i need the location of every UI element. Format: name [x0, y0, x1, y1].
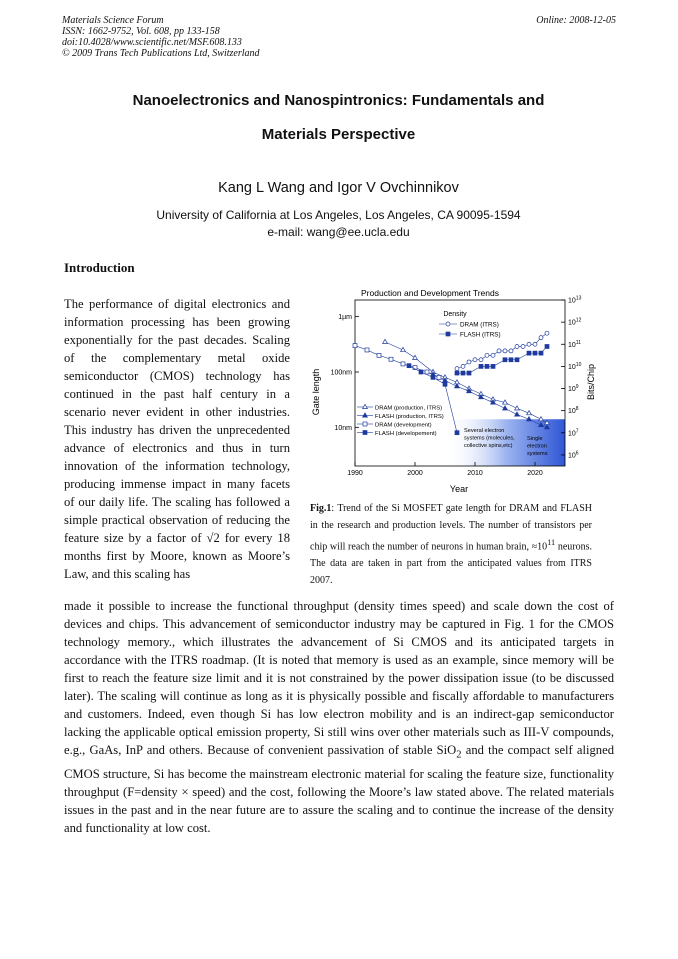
para2-subscript: 2: [456, 749, 462, 761]
online-date: Online: 2008-12-05: [536, 15, 616, 26]
data-point: [425, 370, 429, 374]
caption-text-a: : Trend of the Si MOSFET gate length for DRAM and FLASH in the research and production levels. The number of transistors per chip will reach the number of neurons in human brain,: [310, 503, 592, 553]
data-point: [419, 370, 423, 374]
data-point: [363, 422, 367, 426]
data-point: [515, 358, 519, 362]
plot-area: [331, 296, 582, 478]
y-left-label: Gate length: [311, 368, 321, 416]
sqrt2-symbol: √2: [206, 531, 220, 545]
annotation-text: systems: [527, 451, 548, 457]
data-point: [509, 349, 513, 353]
annotation-text: collective spins,etc): [464, 443, 513, 449]
data-point: [479, 358, 483, 362]
data-point: [437, 375, 441, 379]
y-left-tick-label: 10nm: [334, 424, 352, 432]
data-point: [479, 364, 483, 368]
affiliation: University of California at Los Angeles, Los Angeles, CA 90095-1594: [156, 208, 521, 222]
journal-copyright: © 2009 Trans Tech Publications Ltd, Switzerland: [62, 48, 260, 59]
series-line: [457, 346, 547, 373]
data-point: [443, 382, 447, 386]
data-point: [383, 339, 388, 343]
y-right-tick-label: $10^6$: [568, 450, 579, 460]
data-point: [539, 417, 544, 421]
data-point: [461, 371, 465, 375]
data-point: [455, 367, 459, 371]
y-right-tick-label: $10^{13}$: [568, 295, 582, 305]
legend-label: DRAM (ITRS): [460, 321, 499, 329]
data-point: [515, 344, 519, 348]
data-point: [365, 348, 369, 352]
data-point: [407, 364, 411, 368]
caption-exponent: 11: [547, 538, 556, 547]
y-right-tick-label: $10^{11}$: [568, 339, 581, 349]
density-legend-title: Density: [443, 311, 467, 318]
legend-label: FLASH (developement): [375, 430, 437, 437]
legend-label: DRAM (development): [375, 422, 432, 429]
x-axis-label: Year: [449, 484, 469, 494]
data-point: [473, 358, 477, 362]
figure-1-chart: [305, 282, 605, 500]
caption-label: Fig.1: [310, 503, 332, 514]
data-point: [446, 322, 450, 326]
paragraph-1: [64, 295, 290, 583]
data-point: [521, 344, 525, 348]
caption-text-b: neurons. The data are taken in part from the anticipated values from ITRS 2007.: [310, 541, 593, 587]
y-right-tick-label: $10^8$: [568, 406, 579, 416]
journal-doi: doi:10.4028/www.scientific.net/MSF.608.133: [62, 37, 242, 48]
para1-text-a: The performance of digital electronics and information processing has been growing exponentially for the past decades. Scaling of the complementary metal oxide semiconductor (CMOS) technology has continued in the past half century in a scenario never evident in other industries. This industry has driven the unprecedented advance of electronics and thus in turn innovation of the information technology, producing immense impact in many facets of our daily life. The scaling has followed a simple practical observation of reducing the feature size by a factor of: [64, 297, 290, 545]
section-heading: Introduction: [64, 260, 135, 275]
annotation-text: Several electron: [464, 428, 505, 434]
data-point: [353, 344, 357, 348]
data-point: [485, 353, 489, 357]
annotation-text: Single: [527, 436, 543, 442]
y-right-tick-label: $10^7$: [568, 428, 579, 438]
data-point: [533, 342, 537, 346]
para2-text-b: and the compact self aligned CMOS structure, Si has become the mainstream electronic material for scaling the feature size, functionality throughput (F=density × speed) and the cost, following the Moore’s law stated above. The related materials issues in the past and in the near future are to assure the scaling and to continue the increase of the density and functionality at low cost.: [64, 743, 614, 835]
legend-label: DRAM (production, ITRS): [375, 405, 443, 412]
legend-label: FLASH (ITRS): [460, 331, 501, 339]
legend-label: FLASH (production, ITRS): [375, 413, 444, 420]
caption-approx: ≈10: [531, 541, 548, 553]
journal-header: [62, 15, 260, 59]
data-point: [509, 358, 513, 362]
data-point: [446, 332, 450, 336]
y-right-tick-label: $10^{12}$: [568, 317, 582, 327]
para2-text-a: made it possible to increase the functional throughput (density times speed) and scale down the cost of devices and chips. This advancement of semiconductor industry may be captured in Fig. 1 for the CMOS technology memory., which illustrates the advancement of Si CMOS and its anticipated targets in accordance with the ITRS roadmap. (It is noted that memory is used as an example, since memory will be first to reach the feature size limit and it is not constrained by the power dissipation issue (to be discussed later). The scaling will continue as long as it is physically possible and fiscally affordable to manufacturers and customers. Indeed, even though Si has low electron mobility and is an indirect-gap semiconductor lacking the applicable optical emission property, Si still wins over other materials such as III-V compounds, e.g., GaAs, InP and others. Because of convenient passivation of stable SiO: [64, 599, 614, 757]
data-point: [527, 342, 531, 346]
data-point: [539, 351, 543, 355]
journal-name: Materials Science Forum: [62, 15, 164, 26]
data-point: [491, 353, 495, 357]
data-point: [363, 404, 368, 408]
data-point: [431, 375, 435, 379]
para1-text-b: for every 18 months first by Moore, known as Moore’s Law, and this scaling has: [64, 531, 290, 581]
annotation-text: electron: [527, 443, 547, 450]
data-point: [461, 364, 465, 368]
data-point: [413, 355, 418, 359]
data-point: [491, 364, 495, 368]
y-right-tick-label: $10^9$: [568, 384, 579, 394]
data-point: [503, 349, 507, 353]
paper-title-line2: Materials Perspective: [261, 126, 416, 143]
y-left-tick-label: 100nm: [330, 369, 352, 377]
data-point: [467, 371, 471, 375]
paragraph-2: [64, 597, 614, 837]
data-point: [497, 349, 501, 353]
data-point: [401, 362, 405, 366]
y-right-label: Bits/Chip: [586, 363, 596, 401]
data-point: [389, 357, 393, 361]
data-point: [545, 331, 549, 335]
chart-svg: [305, 282, 605, 500]
data-point: [467, 360, 471, 364]
paper-title-line1: Nanoelectronics and Nanospintronics: Fundamentals and: [132, 92, 545, 109]
data-point: [545, 344, 549, 348]
x-tick-label: 2000: [407, 470, 423, 477]
data-point: [539, 336, 543, 340]
data-point: [527, 351, 531, 355]
annotation-text: systems (molecules,: [464, 435, 515, 442]
x-tick-label: 2010: [467, 470, 483, 477]
data-point: [503, 358, 507, 362]
figure-caption: [310, 500, 592, 589]
x-tick-label: 1990: [347, 470, 363, 477]
x-tick-label: 2020: [527, 470, 543, 477]
chart-title: Production and Development Trends: [361, 288, 499, 298]
data-point: [455, 431, 459, 435]
data-point: [363, 431, 367, 435]
data-point: [515, 412, 520, 416]
data-point: [363, 413, 368, 417]
data-point: [455, 371, 459, 375]
email: e-mail: wang@ee.ucla.edu: [267, 225, 410, 239]
authors: Kang L Wang and Igor V Ovchinnikov: [218, 180, 459, 196]
data-point: [485, 364, 489, 368]
y-right-tick-label: $10^{10}$: [568, 361, 582, 371]
y-left-tick-label: 1µm: [338, 314, 352, 322]
data-point: [377, 353, 381, 357]
journal-issn: ISSN: 1662-9752, Vol. 608, pp 133-158: [62, 26, 220, 37]
data-point: [533, 351, 537, 355]
